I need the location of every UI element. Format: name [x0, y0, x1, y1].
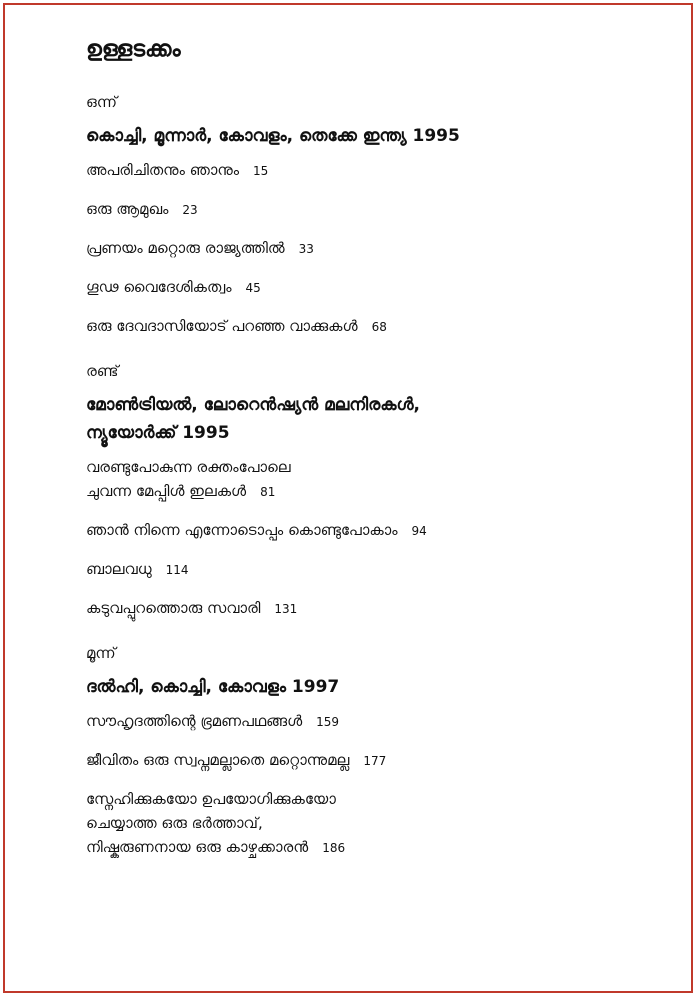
entry-page-number: 81: [260, 485, 276, 499]
toc-entry: [86, 455, 666, 504]
section-label: ഒന്ന്: [86, 93, 117, 111]
entry-title: വരണ്ടുപോകുന്ന രക്തംപോലെ ചുവന്ന മേപ്പിൾ ഇലകൾ: [86, 458, 291, 500]
toc-entry: [86, 518, 666, 543]
toc-title: ഉള്ളടക്കം: [86, 37, 181, 62]
entry-page-number: 114: [165, 563, 189, 577]
toc-entry: [86, 596, 666, 621]
entry-title: ഒരു ദേവദാസിയോട് പറഞ്ഞ വാക്കുകൾ: [86, 317, 358, 335]
entry-page-number: 33: [298, 242, 314, 256]
entry-page-number: 177: [363, 754, 387, 768]
toc-entry: [86, 787, 666, 860]
entry-page-number: 68: [371, 320, 387, 334]
toc-entry: [86, 275, 666, 300]
entry-title: ബാലവധു: [86, 560, 152, 578]
toc-entry: [86, 557, 666, 582]
entry-title: അപരിചിതനും ഞാനും: [86, 161, 240, 179]
entry-title: ജീവിതം ഒരു സ്വപ്നമല്ലാതെ മറ്റൊന്നുമല്ല: [86, 751, 350, 769]
section-two: [86, 361, 666, 621]
entry-title: ഒരു ആമുഖം: [86, 200, 169, 218]
entry-title: പ്രണയം മറ്റൊരു രാജ്യത്തിൽ: [86, 239, 285, 257]
table-of-contents: [86, 36, 666, 882]
entry-title: സ്നേഹിക്കുകയോ ഉപയോഗിക്കുകയോ ചെയ്യാത്ത ഒരു ഭർത്താവ്, നിഷ്കരുണനായ ഒരു കാഴ്ചക്കാരൻ: [86, 790, 336, 856]
entry-page-number: 15: [253, 164, 269, 178]
section-one: [86, 92, 666, 339]
entry-page-number: 94: [411, 524, 427, 538]
toc-entry: [86, 236, 666, 261]
entry-title: ഗൂഢ വൈദേശികത്വം: [86, 278, 232, 296]
entry-title: സൗഹൃദത്തിന്റെ ഭ്രമണപഥങ്ങൾ: [86, 712, 303, 730]
entry-title: കടുവപ്പുറത്തൊരു സവാരി: [86, 599, 261, 617]
section-title: മോൺട്രിയൽ, ലോറെൻഷ്യൻ മലനിരകൾ, ന്യൂയോർക്ക് 1995: [86, 395, 420, 443]
section-three: [86, 643, 666, 860]
entry-page-number: 45: [245, 281, 261, 295]
toc-entry: [86, 197, 666, 222]
entry-page-number: 159: [316, 715, 340, 729]
section-label: മൂന്ന്: [86, 644, 116, 662]
entry-page-number: 131: [274, 602, 298, 616]
section-title: ദൽഹി, കൊച്ചി, കോവളം 1997: [86, 677, 340, 697]
entry-page-number: 23: [182, 203, 198, 217]
section-title: കൊച്ചി, മൂന്നാർ, കോവളം, തെക്കേ ഇന്ത്യ 1995: [86, 126, 460, 146]
entry-page-number: 186: [322, 841, 346, 855]
toc-entry: [86, 748, 666, 773]
toc-entry: [86, 158, 666, 183]
entry-title: ഞാൻ നിന്നെ എന്നോടൊപ്പം കൊണ്ടുപോകാം: [86, 521, 398, 539]
toc-entry: [86, 314, 666, 339]
section-label: രണ്ട്: [86, 362, 119, 380]
toc-entry: [86, 709, 666, 734]
